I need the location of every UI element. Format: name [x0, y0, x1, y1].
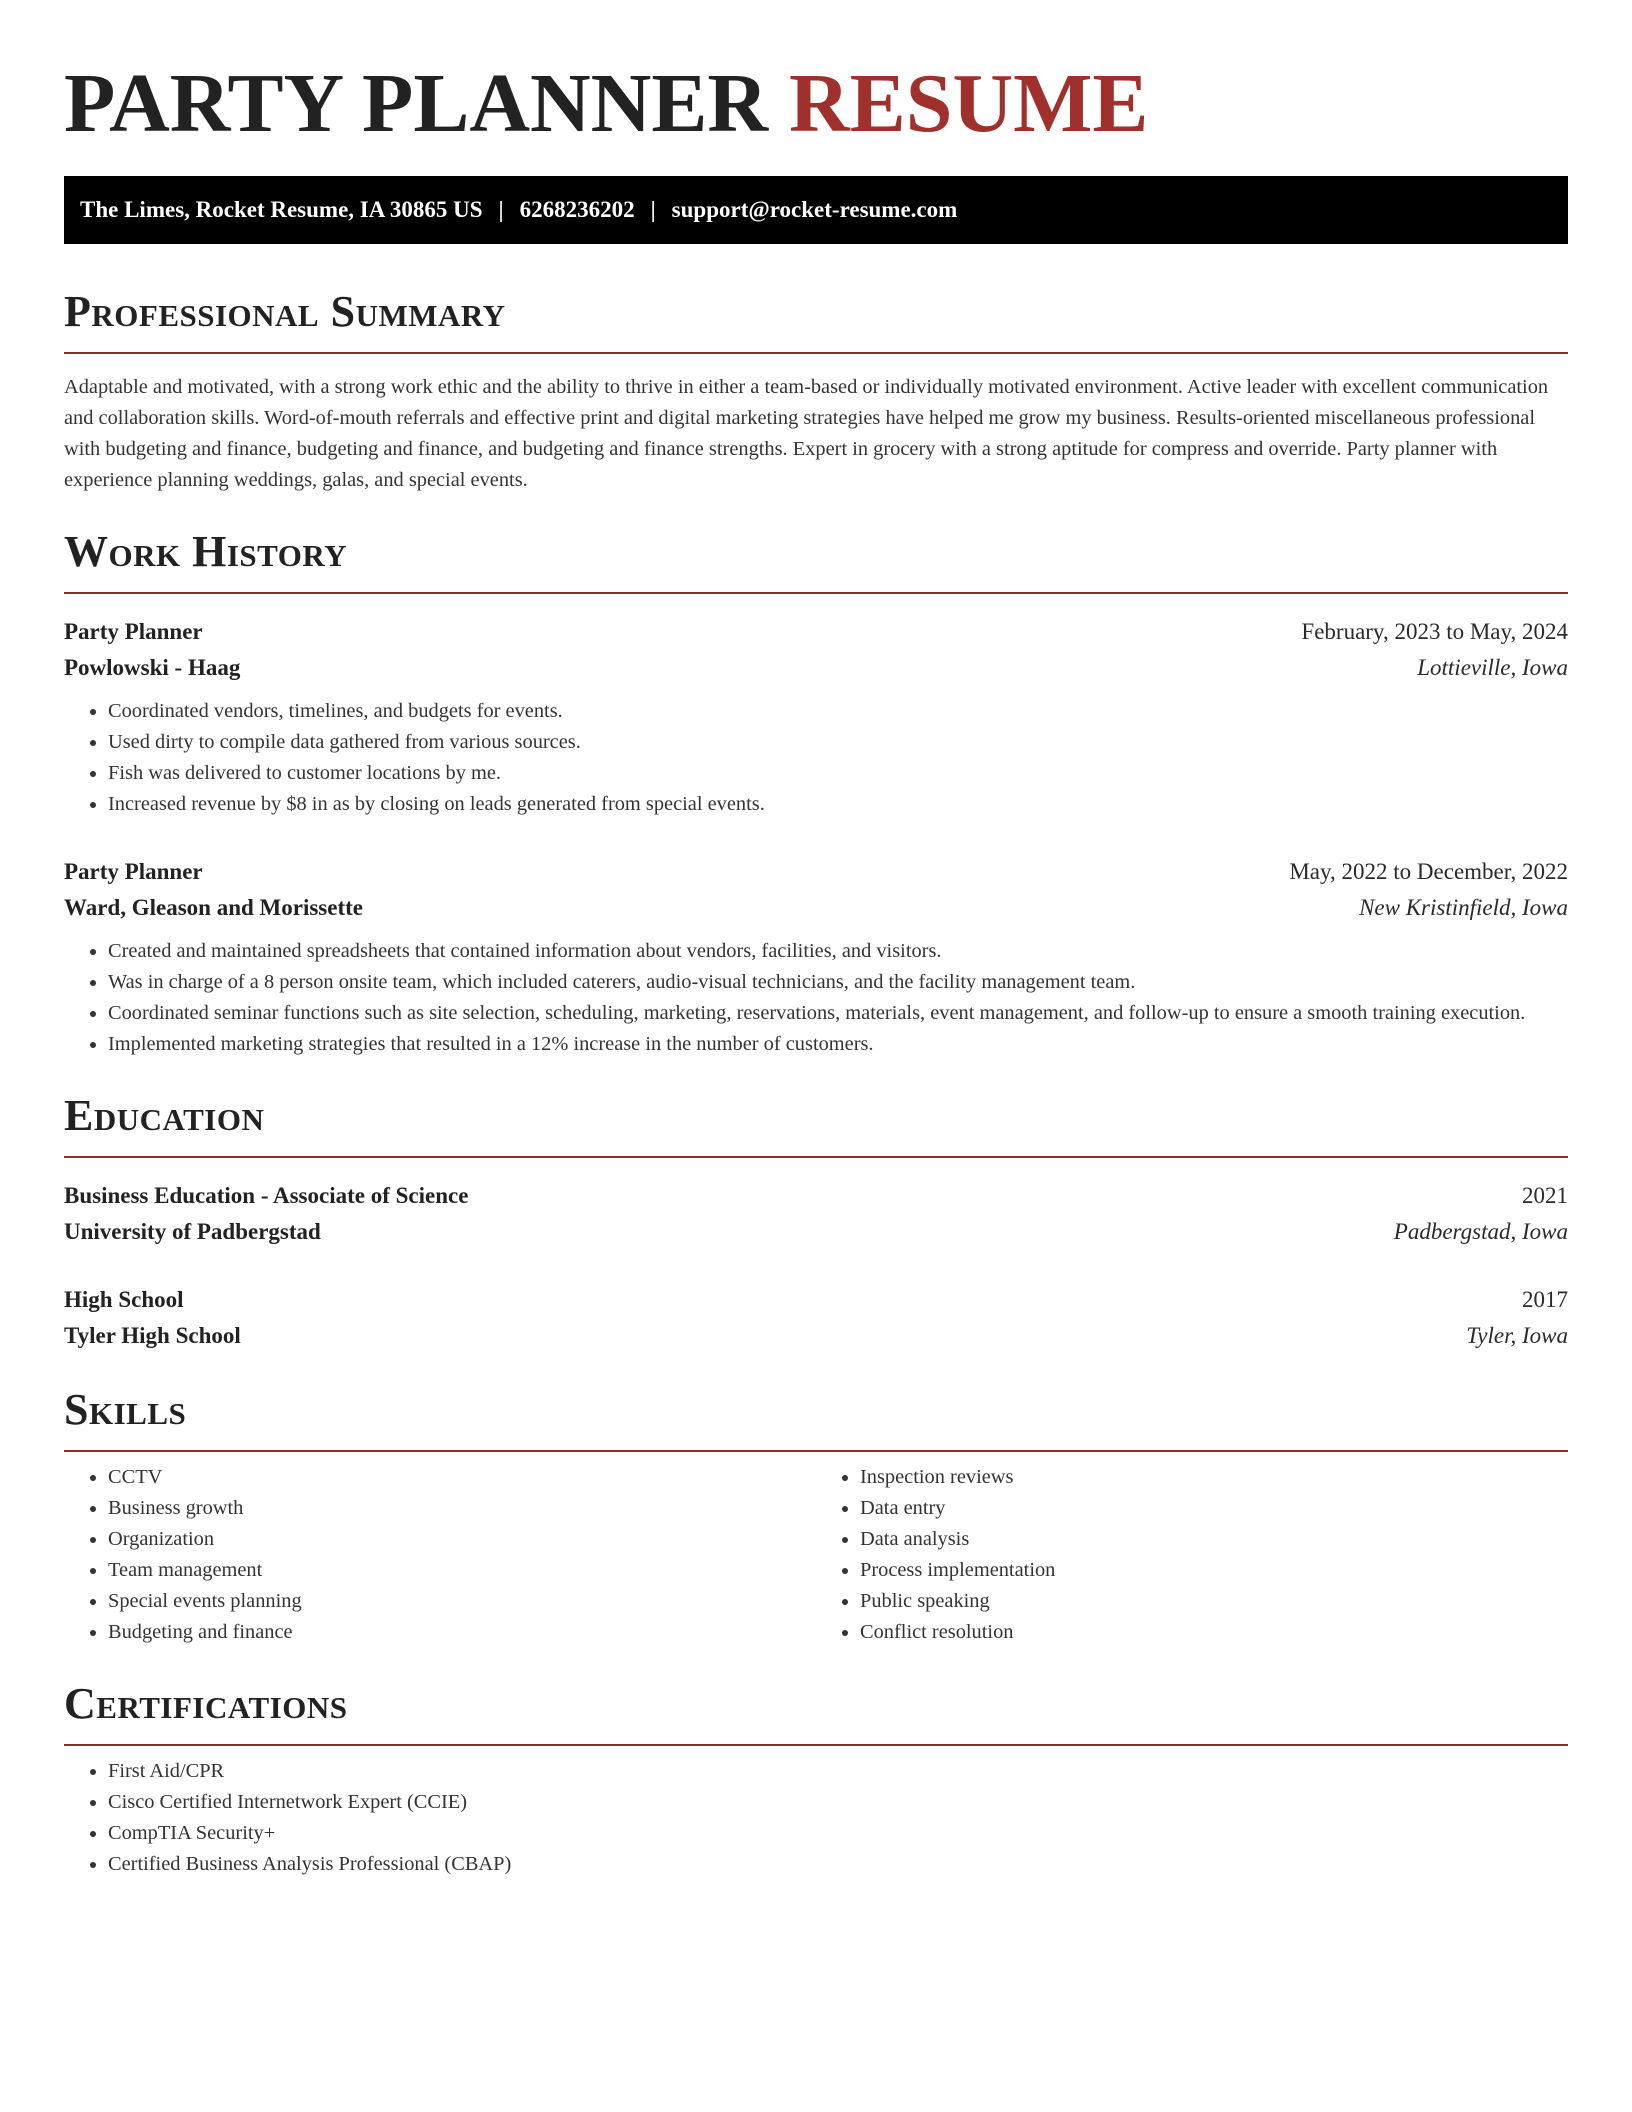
- contact-separator: |: [498, 197, 504, 222]
- skills-section: [64, 1384, 1568, 1648]
- skill-item: • Data analysis: [860, 1524, 1568, 1555]
- certification-item: • CompTIA Security+: [108, 1818, 1568, 1849]
- certifications-heading: Certifications: [64, 1679, 348, 1728]
- job-bullets: [64, 936, 1568, 1060]
- education-section: [64, 1090, 1568, 1354]
- education-school-row: [64, 1214, 1568, 1250]
- skills-list-right: [816, 1462, 1568, 1648]
- summary-section: [64, 286, 1568, 496]
- skill-item: • Data entry: [860, 1493, 1568, 1524]
- summary-text: Adaptable and motivated, with a strong work ethic and the ability to thrive in either a team-based or individually motivated environment. Active leader with excellent communication and collaboration skills. Word-of-mouth referrals and effective print and digital marketing strategies have helped me grow my business. Results-oriented miscellaneous professional with budgeting and finance, budgeting and finance, and budgeting and finance strengths. Expert in grocery with a strong aptitude for compress and override. Party planner with experience planning weddings, galas, and special events.: [64, 376, 1549, 491]
- education-location: Tyler, Iowa: [1466, 1323, 1568, 1348]
- contact-phone: 6268236202: [519, 197, 635, 222]
- job-location: New Kristinfield, Iowa: [1359, 895, 1568, 920]
- section-divider: [64, 592, 1568, 594]
- contact-separator: |: [650, 197, 656, 222]
- education-school-row: [64, 1318, 1568, 1354]
- job-title: Party Planner: [64, 619, 203, 644]
- education-degree-row: [64, 1178, 1568, 1214]
- skill-item: • Team management: [108, 1555, 816, 1586]
- skill-item: • CCTV: [108, 1462, 816, 1493]
- job-company: Powlowski - Haag: [64, 655, 241, 680]
- job-header-row: [64, 854, 1568, 890]
- section-divider: [64, 1744, 1568, 1746]
- job-title: Party Planner: [64, 859, 203, 884]
- certification-item: • Cisco Certified Internetwork Expert (CCIE): [108, 1787, 1568, 1818]
- skill-item: • Budgeting and finance: [108, 1617, 816, 1648]
- title-accent: RESUME: [789, 57, 1149, 150]
- education-school: University of Padbergstad: [64, 1219, 321, 1244]
- skills-heading: Skills: [64, 1385, 187, 1434]
- skill-item: • Special events planning: [108, 1586, 816, 1617]
- section-divider: [64, 1156, 1568, 1158]
- certification-item: • Certified Business Analysis Professional (CBAP): [108, 1849, 1568, 1880]
- job-bullet: • Created and maintained spreadsheets that contained information about vendors, facilities, and visitors.: [108, 936, 1568, 967]
- certifications-list: [64, 1756, 1568, 1880]
- job-company: Ward, Gleason and Morissette: [64, 895, 363, 920]
- job-entry: [64, 854, 1568, 1060]
- job-bullet: • Fish was delivered to customer locations by me.: [108, 758, 1568, 789]
- job-bullet: • Coordinated seminar functions such as site selection, scheduling, marketing, reservations, materials, event management, and follow-up to ensure a smooth training execution.: [108, 998, 1568, 1029]
- skill-item: • Inspection reviews: [860, 1462, 1568, 1493]
- education-year: 2021: [1522, 1183, 1568, 1208]
- title-main: PARTY PLANNER: [64, 57, 769, 150]
- skills-list-left: [64, 1462, 816, 1648]
- job-header-row: [64, 614, 1568, 650]
- education-degree-row: [64, 1282, 1568, 1318]
- job-company-row: [64, 890, 1568, 926]
- job-bullets: [64, 696, 1568, 820]
- education-entry: [64, 1178, 1568, 1250]
- job-entry: [64, 614, 1568, 820]
- job-dates: May, 2022 to December, 2022: [1289, 859, 1568, 884]
- job-company-row: [64, 650, 1568, 686]
- education-degree: Business Education - Associate of Science: [64, 1183, 469, 1208]
- skill-item: • Business growth: [108, 1493, 816, 1524]
- job-bullet: • Increased revenue by $8 in as by closing on leads generated from special events.: [108, 789, 1568, 820]
- skill-item: • Conflict resolution: [860, 1617, 1568, 1648]
- skill-item: • Process implementation: [860, 1555, 1568, 1586]
- skills-grid: [64, 1462, 1568, 1648]
- contact-bar: [64, 176, 1568, 244]
- contact-address: The Limes, Rocket Resume, IA 30865 US: [80, 197, 483, 222]
- education-degree: High School: [64, 1287, 184, 1312]
- job-bullet: • Coordinated vendors, timelines, and budgets for events.: [108, 696, 1568, 727]
- education-location: Padbergstad, Iowa: [1393, 1219, 1568, 1244]
- skill-item: • Organization: [108, 1524, 816, 1555]
- skill-item: • Public speaking: [860, 1586, 1568, 1617]
- work-history-section: [64, 526, 1568, 1060]
- certification-item: • First Aid/CPR: [108, 1756, 1568, 1787]
- section-divider: [64, 1450, 1568, 1452]
- education-school: Tyler High School: [64, 1323, 241, 1348]
- summary-heading: Professional Summary: [64, 287, 506, 336]
- job-dates: February, 2023 to May, 2024: [1301, 619, 1568, 644]
- work-history-heading: Work History: [64, 527, 348, 576]
- job-bullet: • Implemented marketing strategies that resulted in a 12% increase in the number of customers.: [108, 1029, 1568, 1060]
- job-bullet: • Was in charge of a 8 person onsite team, which included caterers, audio-visual technicians, and the facility management team.: [108, 967, 1568, 998]
- job-location: Lottieville, Iowa: [1417, 655, 1568, 680]
- education-heading: Education: [64, 1091, 265, 1140]
- resume-title: [64, 56, 1568, 152]
- education-entry: [64, 1282, 1568, 1354]
- job-bullet: • Used dirty to compile data gathered from various sources.: [108, 727, 1568, 758]
- section-divider: [64, 352, 1568, 354]
- certifications-section: [64, 1678, 1568, 1880]
- contact-email: support@rocket-resume.com: [671, 197, 958, 222]
- education-year: 2017: [1522, 1287, 1568, 1312]
